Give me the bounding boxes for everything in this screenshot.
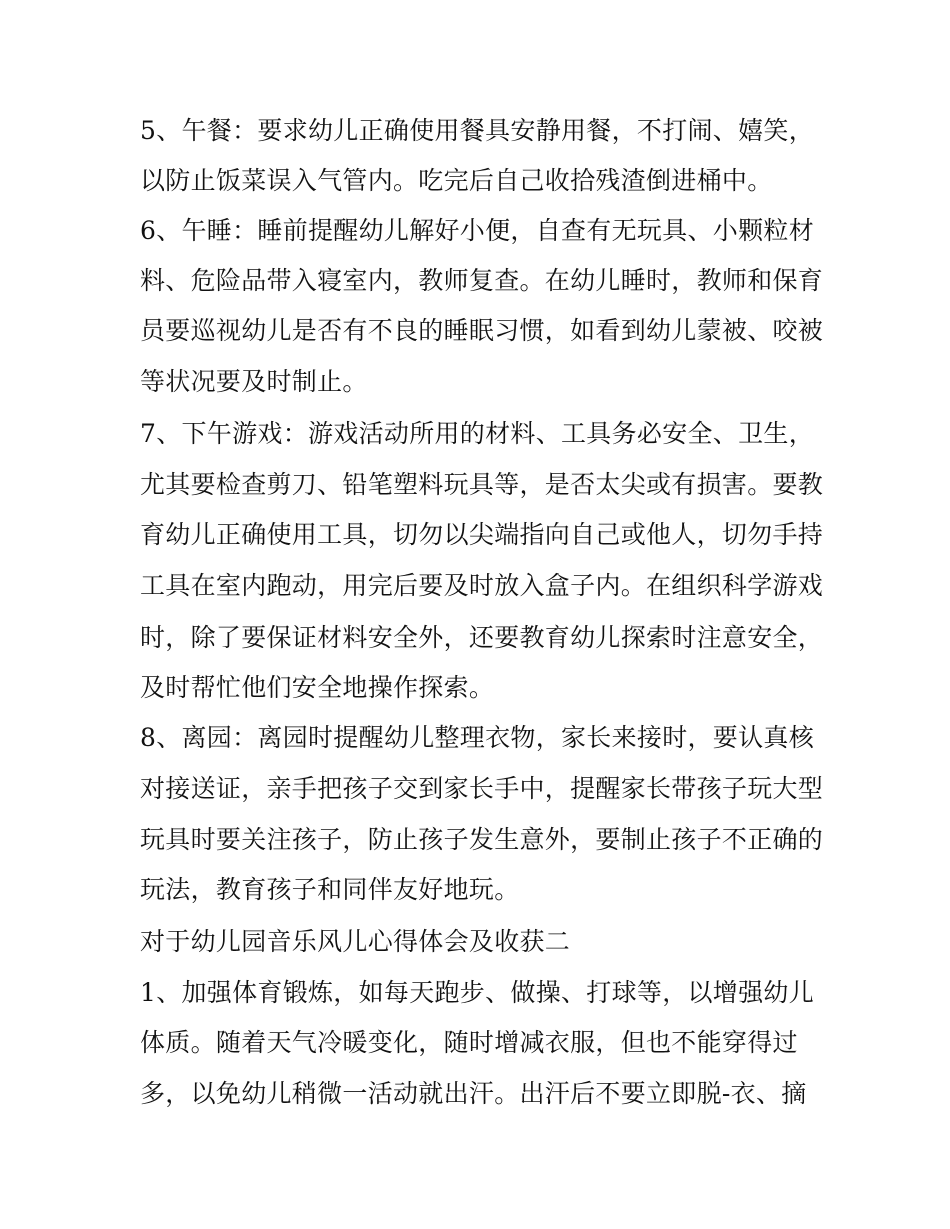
text-line: 员要巡视幼儿是否有不良的睡眠习惯，如看到幼儿蒙被、咬被 (140, 316, 824, 345)
text-line: 尤其要检查剪刀、铅笔塑料玩具等，是否太尖或有损害。要教 (140, 470, 824, 499)
text-line: 料、危险品带入寝室内，教师复查。在幼儿睡时，教师和保育 (140, 266, 824, 295)
text-line: 5、午餐：要求幼儿正确使用餐具安静用餐，不打闹、嬉笑， (140, 116, 815, 145)
text-line: 及时帮忙他们安全地操作探索。 (140, 673, 495, 702)
text-line: 等状况要及时制止。 (140, 367, 368, 396)
text-line: 对接送证，亲手把孩子交到家长手中，提醒家长带孩子玩大型 (140, 774, 824, 803)
text-line: 以防止饭菜误入气管内。吃完后自己收拾残渣倒进桶中。 (140, 166, 773, 195)
text-line: 1、加强体育锻炼，如每天跑步、做操、打球等，以增强幼儿 (140, 978, 815, 1007)
text-line: 工具在室内跑动，用完后要及时放入盒子内。在组织科学游戏 (140, 571, 824, 600)
text-line: 时，除了要保证材料安全外，还要教育幼儿探索时注意安全， (140, 623, 824, 652)
section-heading: 对于幼儿园音乐风儿心得体会及收获二 (140, 927, 571, 956)
text-line: 多，以免幼儿稍微一活动就出汗。出汗后不要立即脱-衣、摘 (140, 1079, 807, 1108)
text-line: 育幼儿正确使用工具，切勿以尖端指向自己或他人，切勿手持 (140, 520, 824, 549)
text-line: 8、离园：离园时提醒幼儿整理衣物，家长来接时，要认真核 (140, 723, 815, 752)
text-line: 体质。随着天气冷暖变化，随时增减衣服，但也不能穿得过 (140, 1028, 798, 1057)
text-line: 玩具时要关注孩子，防止孩子发生意外，要制止孩子不正确的 (140, 825, 824, 854)
text-line: 玩法，教育孩子和同伴友好地玩。 (140, 875, 520, 904)
text-line: 6、午睡：睡前提醒幼儿解好小便，自查有无玩具、小颗粒材 (140, 216, 815, 245)
text-line: 7、下午游戏：游戏活动所用的材料、工具务必安全、卫生， (140, 419, 815, 448)
